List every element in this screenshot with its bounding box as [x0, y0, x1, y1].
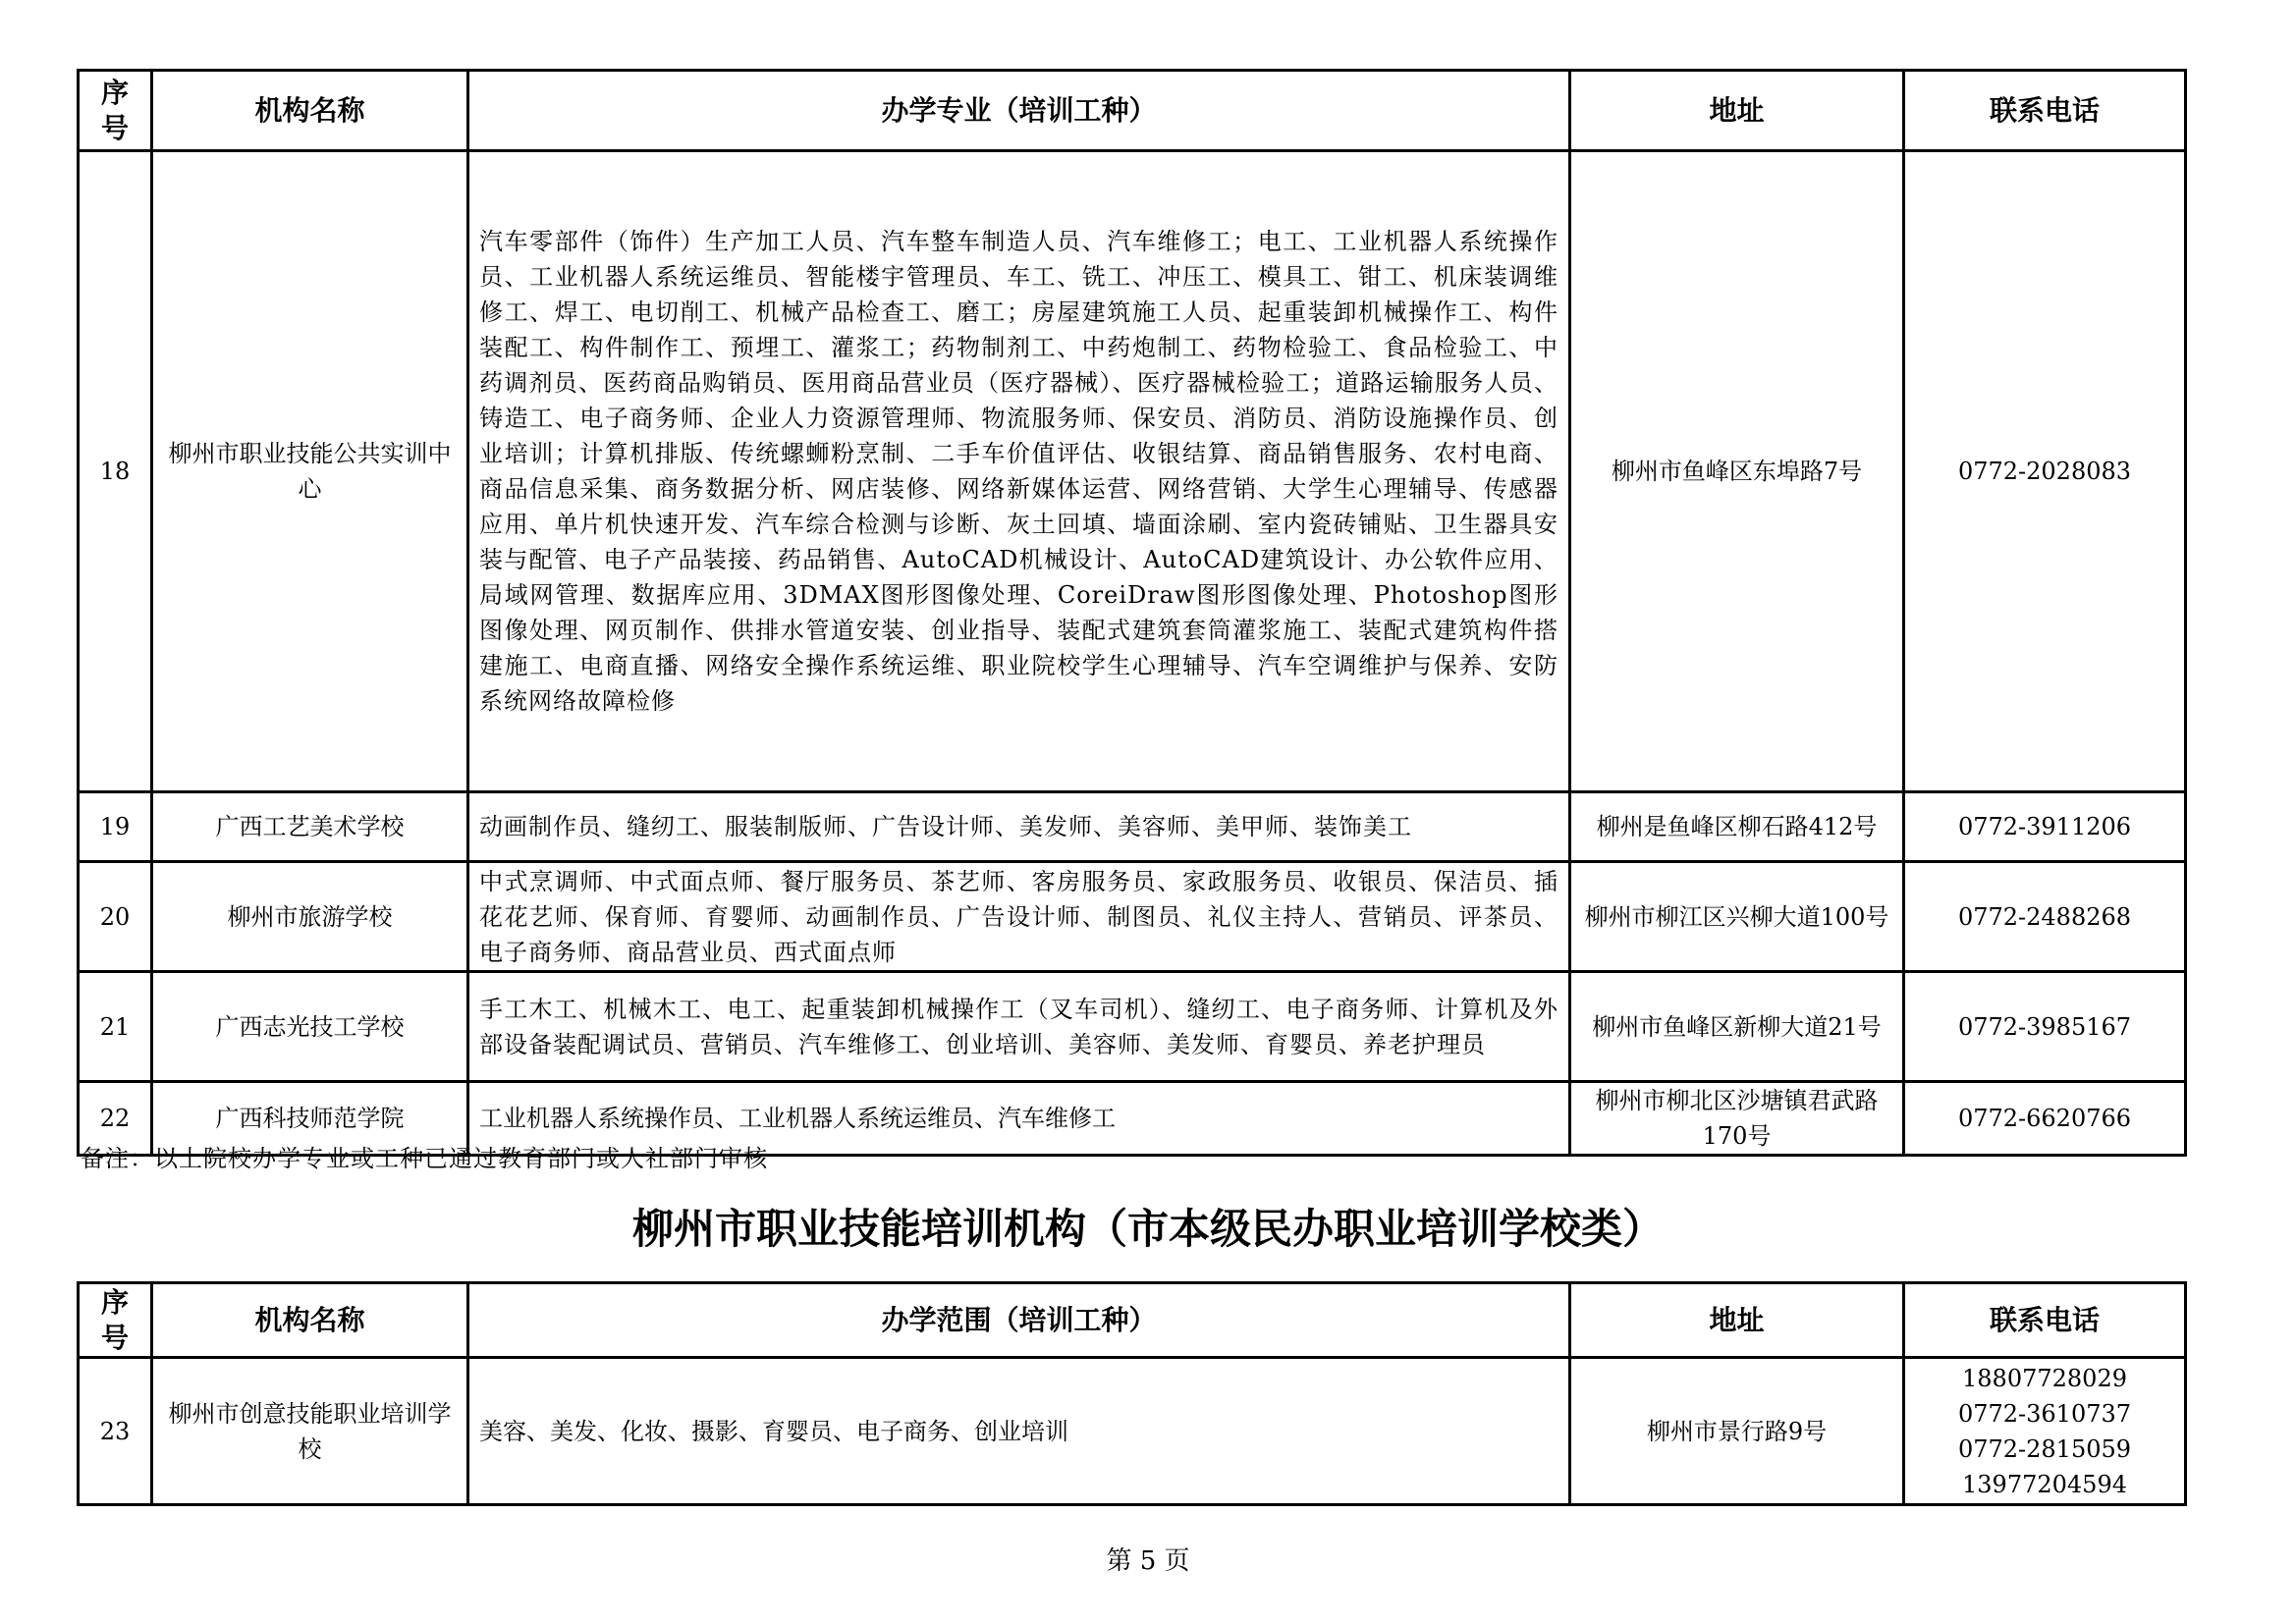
row-phone: 0772-6620766 [1904, 1082, 2186, 1156]
row-address: 柳州市柳北区沙塘镇君武路170号 [1570, 1082, 1904, 1156]
row-name: 广西工艺美术学校 [152, 792, 468, 862]
row-scope: 美容、美发、化妆、摄影、育婴员、电子商务、创业培训 [468, 1358, 1570, 1505]
table-note: 备注：以上院校办学专业或工种已通过教育部门或人社部门审核 [81, 1145, 768, 1172]
header-name: 机构名称 [152, 71, 468, 151]
table-row [79, 1358, 2186, 1505]
row-name: 柳州市创意技能职业培训学校 [152, 1358, 468, 1505]
row-name: 柳州市旅游学校 [152, 862, 468, 972]
row-scope: 中式烹调师、中式面点师、餐厅服务员、茶艺师、客房服务员、家政服务员、收银员、保洁员、插花花艺师、保育师、育婴师、动画制作员、广告设计师、制图员、礼仪主持人、营销员、评茶员、电子商务师、商品营业员、西式面点师 [468, 862, 1570, 972]
header-num: 序号 [79, 71, 152, 151]
row-scope: 手工木工、机械木工、电工、起重装卸机械操作工（叉车司机）、缝纫工、电子商务师、计算机及外部设备装配调试员、营销员、汽车维修工、创业培训、美容师、美发师、育婴员、养老护理员 [468, 972, 1570, 1082]
row-phone: 0772-3911206 [1904, 792, 2186, 862]
table-row [79, 151, 2186, 792]
row-num: 20 [79, 862, 152, 972]
row-scope: 动画制作员、缝纫工、服装制版师、广告设计师、美发师、美容师、美甲师、装饰美工 [468, 792, 1570, 862]
row-num: 19 [79, 792, 152, 862]
row-address: 柳州市柳江区兴柳大道100号 [1570, 862, 1904, 972]
row-address: 柳州是鱼峰区柳石路412号 [1570, 792, 1904, 862]
row-phone: 0772-3985167 [1904, 972, 2186, 1082]
table-row [79, 792, 2186, 862]
row-num: 21 [79, 972, 152, 1082]
header-num: 序号 [79, 1283, 152, 1358]
row-name: 广西科技师范学院 [152, 1082, 468, 1156]
row-name: 柳州市职业技能公共实训中心 [152, 151, 468, 792]
header-address: 地址 [1570, 71, 1904, 151]
phone-number: 13977204594 [1962, 1470, 2127, 1498]
phone-number: 0772-3610737 [1957, 1399, 2132, 1428]
row-phones [1904, 1358, 2186, 1505]
row-address: 柳州市景行路9号 [1570, 1358, 1904, 1505]
phone-number: 18807728029 [1962, 1364, 2127, 1392]
row-num: 22 [79, 1082, 152, 1156]
table-row [79, 862, 2186, 972]
row-phone: 0772-2488268 [1904, 862, 2186, 972]
row-scope: 汽车零部件（饰件）生产加工人员、汽车整车制造人员、汽车维修工；电工、工业机器人系统操作员、工业机器人系统运维员、智能楼宇管理员、车工、铣工、冲压工、模具工、钳工、机床装调维修工、焊工、电切削工、机械产品检查工、磨工；房屋建筑施工人员、起重装卸机械操作工、构件装配工、构件制作工、预埋工、灌浆工；药物制剂工、中药炮制工、药物检验工、食品检验工、中药调剂员、医药商品购销员、医用商品营业员（医疗器械）、医疗器械检验工；道路运输服务人员、铸造工、电子商务师、企业人力资源管理师、物流服务师、保安员、消防员、消防设施操作员、创业培训；计算机排版、传统螺蛳粉烹制、二手车价值评估、收银结算、商品销售服务、农村电商、商品信息采集、商务数据分析、网店装修、网络新媒体运营、网络营销、大学生心理辅导、传感器应用、单片机快速开发、汽车综合检测与诊断、灰土回填、墙面涂刷、室内瓷砖铺贴、卫生器具安装与配管、电子产品装接、药品销售、AutoCAD机械设计、AutoCAD建筑设计、办公软件应用、局域网管理、数据库应用、3DMAX图形图像处理、CoreiDraw图形图像处理、Photoshop图形图像处理、网页制作、供排水管道安装、创业指导、装配式建筑套筒灌浆施工、装配式建筑构件搭建施工、电商直播、网络安全操作系统运维、职业院校学生心理辅导、汽车空调维护与保养、安防系统网络故障检修 [468, 151, 1570, 792]
row-phone: 0772-2028083 [1904, 151, 2186, 792]
institutions-table-2 [77, 1281, 2187, 1506]
header-address: 地址 [1570, 1283, 1904, 1358]
table-header-row [79, 71, 2186, 151]
institutions-table-1 [77, 69, 2187, 1157]
header-phone: 联系电话 [1904, 71, 2186, 151]
row-scope: 工业机器人系统操作员、工业机器人系统运维员、汽车维修工 [468, 1082, 1570, 1156]
header-scope: 办学专业（培训工种） [468, 71, 1570, 151]
table-header-row [79, 1283, 2186, 1358]
page-number: 第 5 页 [1106, 1546, 1190, 1576]
row-num: 23 [79, 1358, 152, 1505]
header-scope: 办学范围（培训工种） [468, 1283, 1570, 1358]
row-address: 柳州市鱼峰区东埠路7号 [1570, 151, 1904, 792]
header-phone: 联系电话 [1904, 1283, 2186, 1358]
row-name: 广西志光技工学校 [152, 972, 468, 1082]
header-name: 机构名称 [152, 1283, 468, 1358]
table-row [79, 972, 2186, 1082]
phone-number: 0772-2815059 [1957, 1434, 2132, 1463]
section-title: 柳州市职业技能培训机构（市本级民办职业培训学校类） [631, 1205, 1664, 1253]
row-num: 18 [79, 151, 152, 792]
row-address: 柳州市鱼峰区新柳大道21号 [1570, 972, 1904, 1082]
